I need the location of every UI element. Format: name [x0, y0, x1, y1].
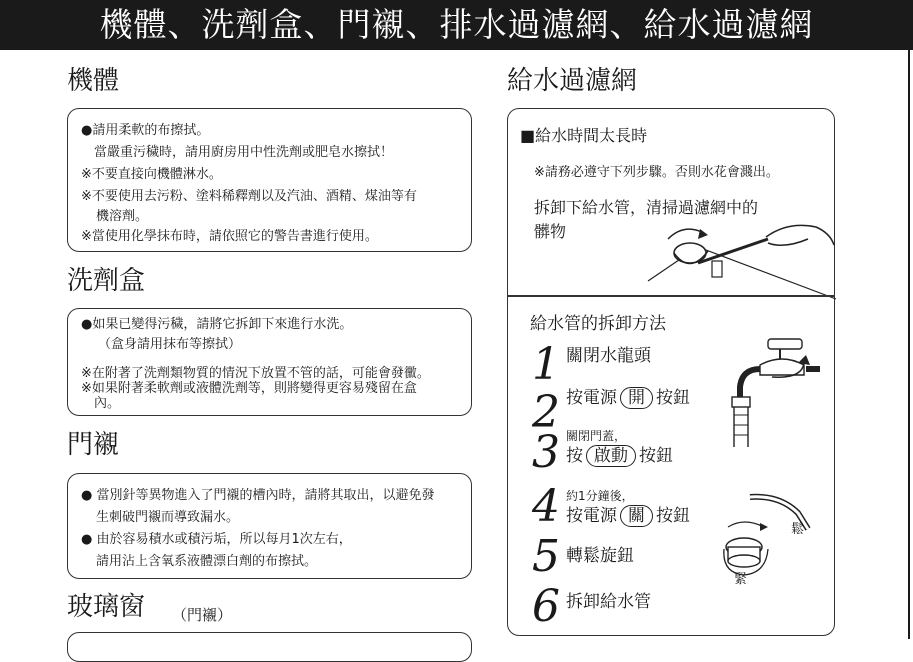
detergent-line-3: ※在附著了洗劑類物質的情況下放置不管的話，可能會發黴。: [81, 366, 430, 381]
glass-heading: 玻璃窗: [67, 592, 146, 622]
door-line-1: ● 當別針等異物進入了門襯的槽內時，請將其取出，以避免發: [81, 488, 435, 503]
step-2-number: 2: [532, 387, 560, 438]
detergent-line-2: （盒身請用抹布等擦拭）: [98, 337, 242, 352]
step-3-pre: 按: [566, 446, 583, 466]
page-title: 機體、洗劑盒、門襯、排水過濾網、給水過濾網: [0, 0, 913, 50]
body-line-6: ※當使用化學抹布時，請依照它的警告書進行使用。: [81, 229, 378, 244]
step-3-note: 關閉門蓋，: [566, 429, 627, 443]
body-box: [67, 108, 472, 252]
power-on-button-label: 開: [620, 387, 653, 409]
tighten-label: 緊: [734, 572, 748, 587]
step-3-text: [566, 445, 673, 467]
door-line-2: 生刺破門襯而導致漏水。: [96, 510, 240, 525]
step-4-text: [566, 505, 690, 527]
step-4-post: 按鈕: [656, 506, 690, 526]
step-2-post: 按鈕: [656, 388, 690, 408]
filter-instruction-2: 髒物: [534, 222, 567, 241]
step-6-text: 拆卸給水管: [566, 592, 651, 612]
detergent-heading: 洗劑盒: [67, 266, 146, 296]
power-off-button-label: 關: [620, 505, 653, 527]
filter-subheading: ■給水時間太長時: [520, 126, 648, 145]
door-box: [67, 473, 472, 579]
door-line-3: ● 由於容易積水或積污垢，所以每月1次左右，: [81, 532, 352, 547]
method-title: 給水管的拆卸方法: [530, 314, 666, 334]
detergent-line-4: ※如果附著柔軟劑或液體洗劑等，則將變得更容易殘留在盒: [81, 381, 417, 396]
right-border: [908, 50, 910, 639]
step-3-post: 按鈕: [639, 446, 673, 466]
start-button-label: 啟動: [586, 445, 636, 467]
faucet-illustration: [720, 335, 820, 455]
filter-instruction-1: 拆卸下給水管，清掃過濾網中的: [534, 198, 759, 217]
step-6-number: 6: [532, 581, 560, 632]
loosen-label: 鬆: [791, 522, 805, 537]
step-5-text: 轉鬆旋鈕: [566, 546, 634, 566]
glass-note: （門襯）: [172, 606, 233, 624]
glass-box: [67, 632, 472, 662]
body-line-2: 當嚴重污穢時，請用廚房用中性洗劑或肥皂水擦拭！: [94, 145, 394, 160]
body-heading: 機體: [67, 66, 120, 96]
filter-heading: 給水過濾網: [507, 66, 638, 96]
filter-box: [507, 108, 835, 636]
body-line-5: 機溶劑。: [96, 209, 149, 224]
step-4-pre: 按電源: [566, 506, 617, 526]
step-1-text: 關閉水龍頭: [566, 346, 651, 366]
detergent-box: [67, 308, 472, 416]
filter-divider: [508, 295, 834, 297]
step-3-number: 3: [532, 427, 560, 478]
door-line-4: 請用沾上含氧系液體漂白劑的布擦拭。: [96, 554, 318, 569]
detergent-line-5: 內。: [94, 396, 121, 411]
body-line-4: ※不要使用去污粉、塗料稀釋劑以及汽油、酒精、煤油等有: [81, 189, 417, 204]
step-5-number: 5: [532, 531, 560, 582]
detergent-line-1: ●如果已變得污穢，請將它拆卸下來進行水洗。: [81, 317, 353, 332]
body-line-1: ●請用柔軟的布擦拭。: [81, 123, 210, 138]
body-line-3: ※不要直接向機體淋水。: [81, 167, 222, 182]
door-heading: 門襯: [67, 430, 120, 460]
step-4-note: 約1分鐘後，: [566, 489, 634, 503]
step-4-number: 4: [532, 481, 560, 532]
step-2-pre: 按電源: [566, 388, 617, 408]
step-1-number: 1: [532, 339, 560, 390]
filter-warning: ※請務必遵守下列步驟。否則水花會濺出。: [534, 165, 779, 180]
step-2-text: [566, 387, 690, 409]
